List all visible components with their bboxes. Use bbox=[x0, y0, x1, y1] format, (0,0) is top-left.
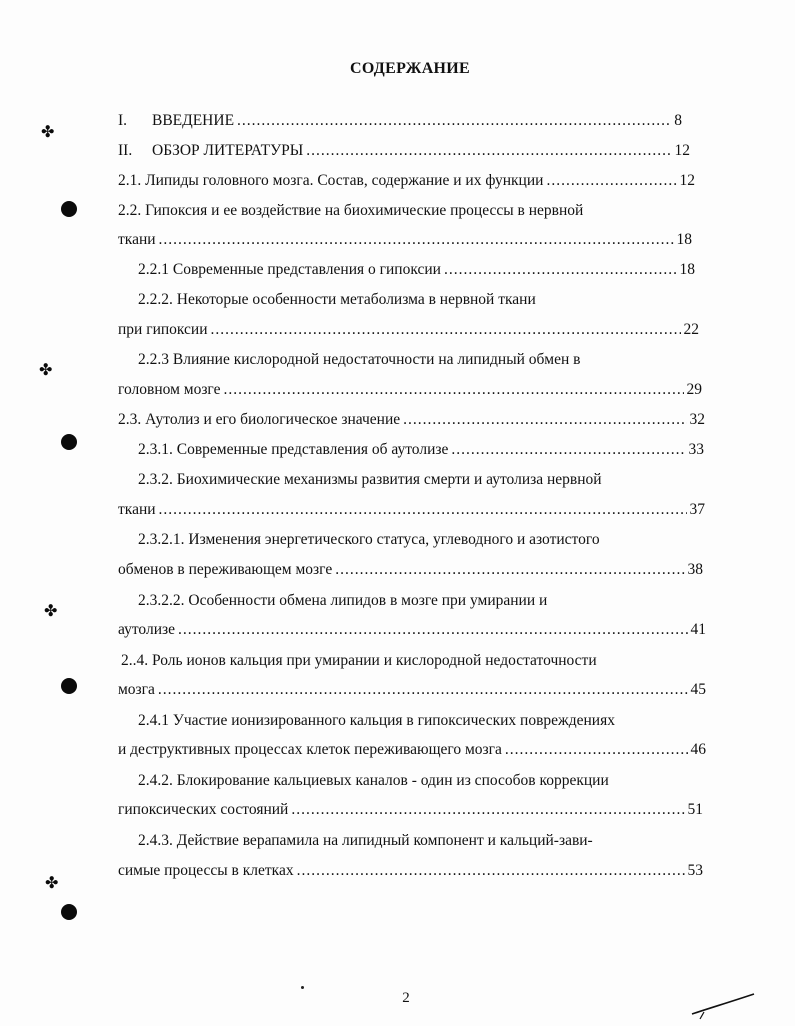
toc-entry-title: аутолизе bbox=[118, 621, 175, 638]
toc-entry-title: ОБЗОР ЛИТЕРАТУРЫ bbox=[152, 142, 304, 159]
toc-page-number: 22 bbox=[683, 321, 699, 338]
toc-entry-title: головном мозге bbox=[118, 381, 221, 398]
dot-leader bbox=[444, 260, 677, 280]
dot-leader bbox=[403, 410, 686, 430]
toc-page-number: 41 bbox=[690, 621, 706, 638]
toc-page-number: 32 bbox=[689, 411, 705, 428]
dot-leader bbox=[211, 320, 681, 340]
toc-page-number: 18 bbox=[679, 261, 695, 278]
scan-mark: ✤ bbox=[41, 122, 55, 141]
toc-page-number: 53 bbox=[687, 862, 703, 879]
toc-entry-2-1[interactable] bbox=[118, 171, 695, 191]
dot-leader bbox=[158, 680, 688, 700]
toc-entry-2-4-2-line1: 2.4.2. Блокирование кальциевых каналов - один из способов коррекции bbox=[138, 772, 609, 789]
toc-page-number: 38 bbox=[687, 561, 703, 578]
dot-leader bbox=[306, 141, 671, 161]
toc-entry-title: мозга bbox=[118, 681, 155, 698]
toc-page-number: 51 bbox=[687, 801, 703, 818]
toc-entry-2-3-2-1-line1: 2.3.2.1. Изменения энергетического статуса, углеводного и азотистого bbox=[138, 531, 600, 548]
toc-page-number: 45 bbox=[690, 681, 706, 698]
toc-entry-2-2-2-line1: 2.2.2. Некоторые особенности метаболизма в нервной ткани bbox=[138, 291, 536, 308]
toc-entry-2-2-2[interactable] bbox=[118, 320, 699, 340]
toc-entry-2-4-line1: 2..4. Роль ионов кальция при умирании и кислородной недостаточности bbox=[121, 652, 597, 669]
toc-page-number: 12 bbox=[679, 172, 695, 189]
toc-entry-2-4[interactable] bbox=[118, 680, 706, 700]
toc-entry-title: 2.1. Липиды головного мозга. Состав, содержание и их функции bbox=[118, 172, 544, 189]
scan-mark: ✤ bbox=[44, 601, 58, 620]
toc-entry-title: 2.3. Аутолиз и его биологическое значение bbox=[118, 411, 401, 428]
toc-entry-introduction[interactable] bbox=[118, 111, 682, 131]
toc-entry-title: симые процессы в клетках bbox=[118, 862, 294, 879]
toc-entry-2-4-3[interactable] bbox=[118, 861, 703, 881]
toc-entry-title: 2.3.1. Современные представления об аутолизе bbox=[138, 441, 449, 458]
dot-leader bbox=[335, 560, 684, 580]
toc-entry-literature-review[interactable] bbox=[118, 141, 690, 161]
toc-roman-numeral: II. bbox=[118, 142, 133, 159]
dot-leader bbox=[159, 500, 687, 520]
toc-entry-text bbox=[118, 111, 234, 131]
toc-entry-2-3-2-2-line1: 2.3.2.2. Особенности обмена липидов в мозге при умирании и bbox=[138, 592, 548, 609]
scan-mark: ✤ bbox=[45, 873, 59, 892]
stray-dot bbox=[301, 986, 304, 989]
toc-entry-2-3-2-2[interactable] bbox=[118, 620, 706, 640]
dot-leader bbox=[237, 111, 671, 131]
dot-leader bbox=[546, 171, 676, 191]
toc-entry-title: при гипоксии bbox=[118, 321, 208, 338]
toc-page-number: 12 bbox=[674, 142, 690, 159]
dot-leader bbox=[451, 440, 685, 460]
toc-entry-2-4-3-line1: 2.4.3. Действие верапамила на липидный компонент и кальций-зави- bbox=[138, 832, 593, 849]
toc-page-number: 33 bbox=[688, 441, 704, 458]
toc-page-number: 18 bbox=[676, 231, 692, 248]
toc-entry-2-3-1[interactable] bbox=[138, 440, 704, 460]
toc-page-number: 29 bbox=[686, 381, 702, 398]
page-title: СОДЕРЖАНИЕ bbox=[349, 60, 471, 77]
punch-hole bbox=[61, 904, 77, 920]
scan-mark: ✤ bbox=[39, 360, 53, 379]
dot-leader bbox=[159, 230, 674, 250]
toc-entry-2-2-3[interactable] bbox=[118, 380, 702, 400]
toc-entry-2-4-1[interactable] bbox=[118, 740, 706, 760]
toc-entry-2-4-1-line1: 2.4.1 Участие ионизированного кальция в гипоксических повреждениях bbox=[138, 712, 615, 729]
dot-leader bbox=[505, 740, 688, 760]
toc-entry-2-3[interactable] bbox=[118, 410, 705, 430]
toc-entry-2-2-line1: 2.2. Гипоксия и ее воздействие на биохимические процессы в нервной bbox=[118, 202, 584, 219]
punch-hole bbox=[61, 434, 77, 450]
toc-entry-title: и деструктивных процессах клеток переживающего мозга bbox=[118, 741, 502, 758]
toc-entry-title: ткани bbox=[118, 501, 156, 518]
toc-entry-2-2-1[interactable] bbox=[138, 260, 695, 280]
page-number: 2 bbox=[402, 990, 410, 1006]
toc-entry-title: обменов в переживающем мозге bbox=[118, 561, 333, 578]
dot-leader bbox=[291, 800, 684, 820]
toc-entry-2-4-2[interactable] bbox=[118, 800, 703, 820]
toc-entry-title: ВВЕДЕНИЕ bbox=[152, 112, 235, 129]
toc-entry-title: 2.2.1 Современные представления о гипоксии bbox=[138, 261, 441, 278]
toc-page-number: 8 bbox=[674, 112, 682, 129]
toc-roman-numeral: I. bbox=[118, 112, 128, 129]
dot-leader bbox=[223, 380, 683, 400]
pen-stroke-signature bbox=[690, 990, 760, 1020]
toc-entry-2-2[interactable] bbox=[118, 230, 692, 250]
dot-leader bbox=[297, 861, 685, 881]
toc-entry-2-3-2[interactable] bbox=[118, 500, 705, 520]
punch-hole bbox=[61, 201, 77, 217]
toc-entry-title: гипоксических состояний bbox=[118, 801, 289, 818]
toc-entry-2-3-2-line1: 2.3.2. Биохимические механизмы развития смерти и аутолиза нервной bbox=[138, 471, 602, 488]
toc-page-number: 46 bbox=[690, 741, 706, 758]
toc-entry-2-2-3-line1: 2.2.3 Влияние кислородной недостаточности на липидный обмен в bbox=[138, 351, 581, 368]
dot-leader bbox=[178, 620, 688, 640]
toc-entry-2-3-2-1[interactable] bbox=[118, 560, 703, 580]
toc-entry-title: ткани bbox=[118, 231, 156, 248]
toc-entry-text bbox=[118, 141, 303, 161]
toc-page-number: 37 bbox=[689, 501, 705, 518]
punch-hole bbox=[61, 678, 77, 694]
